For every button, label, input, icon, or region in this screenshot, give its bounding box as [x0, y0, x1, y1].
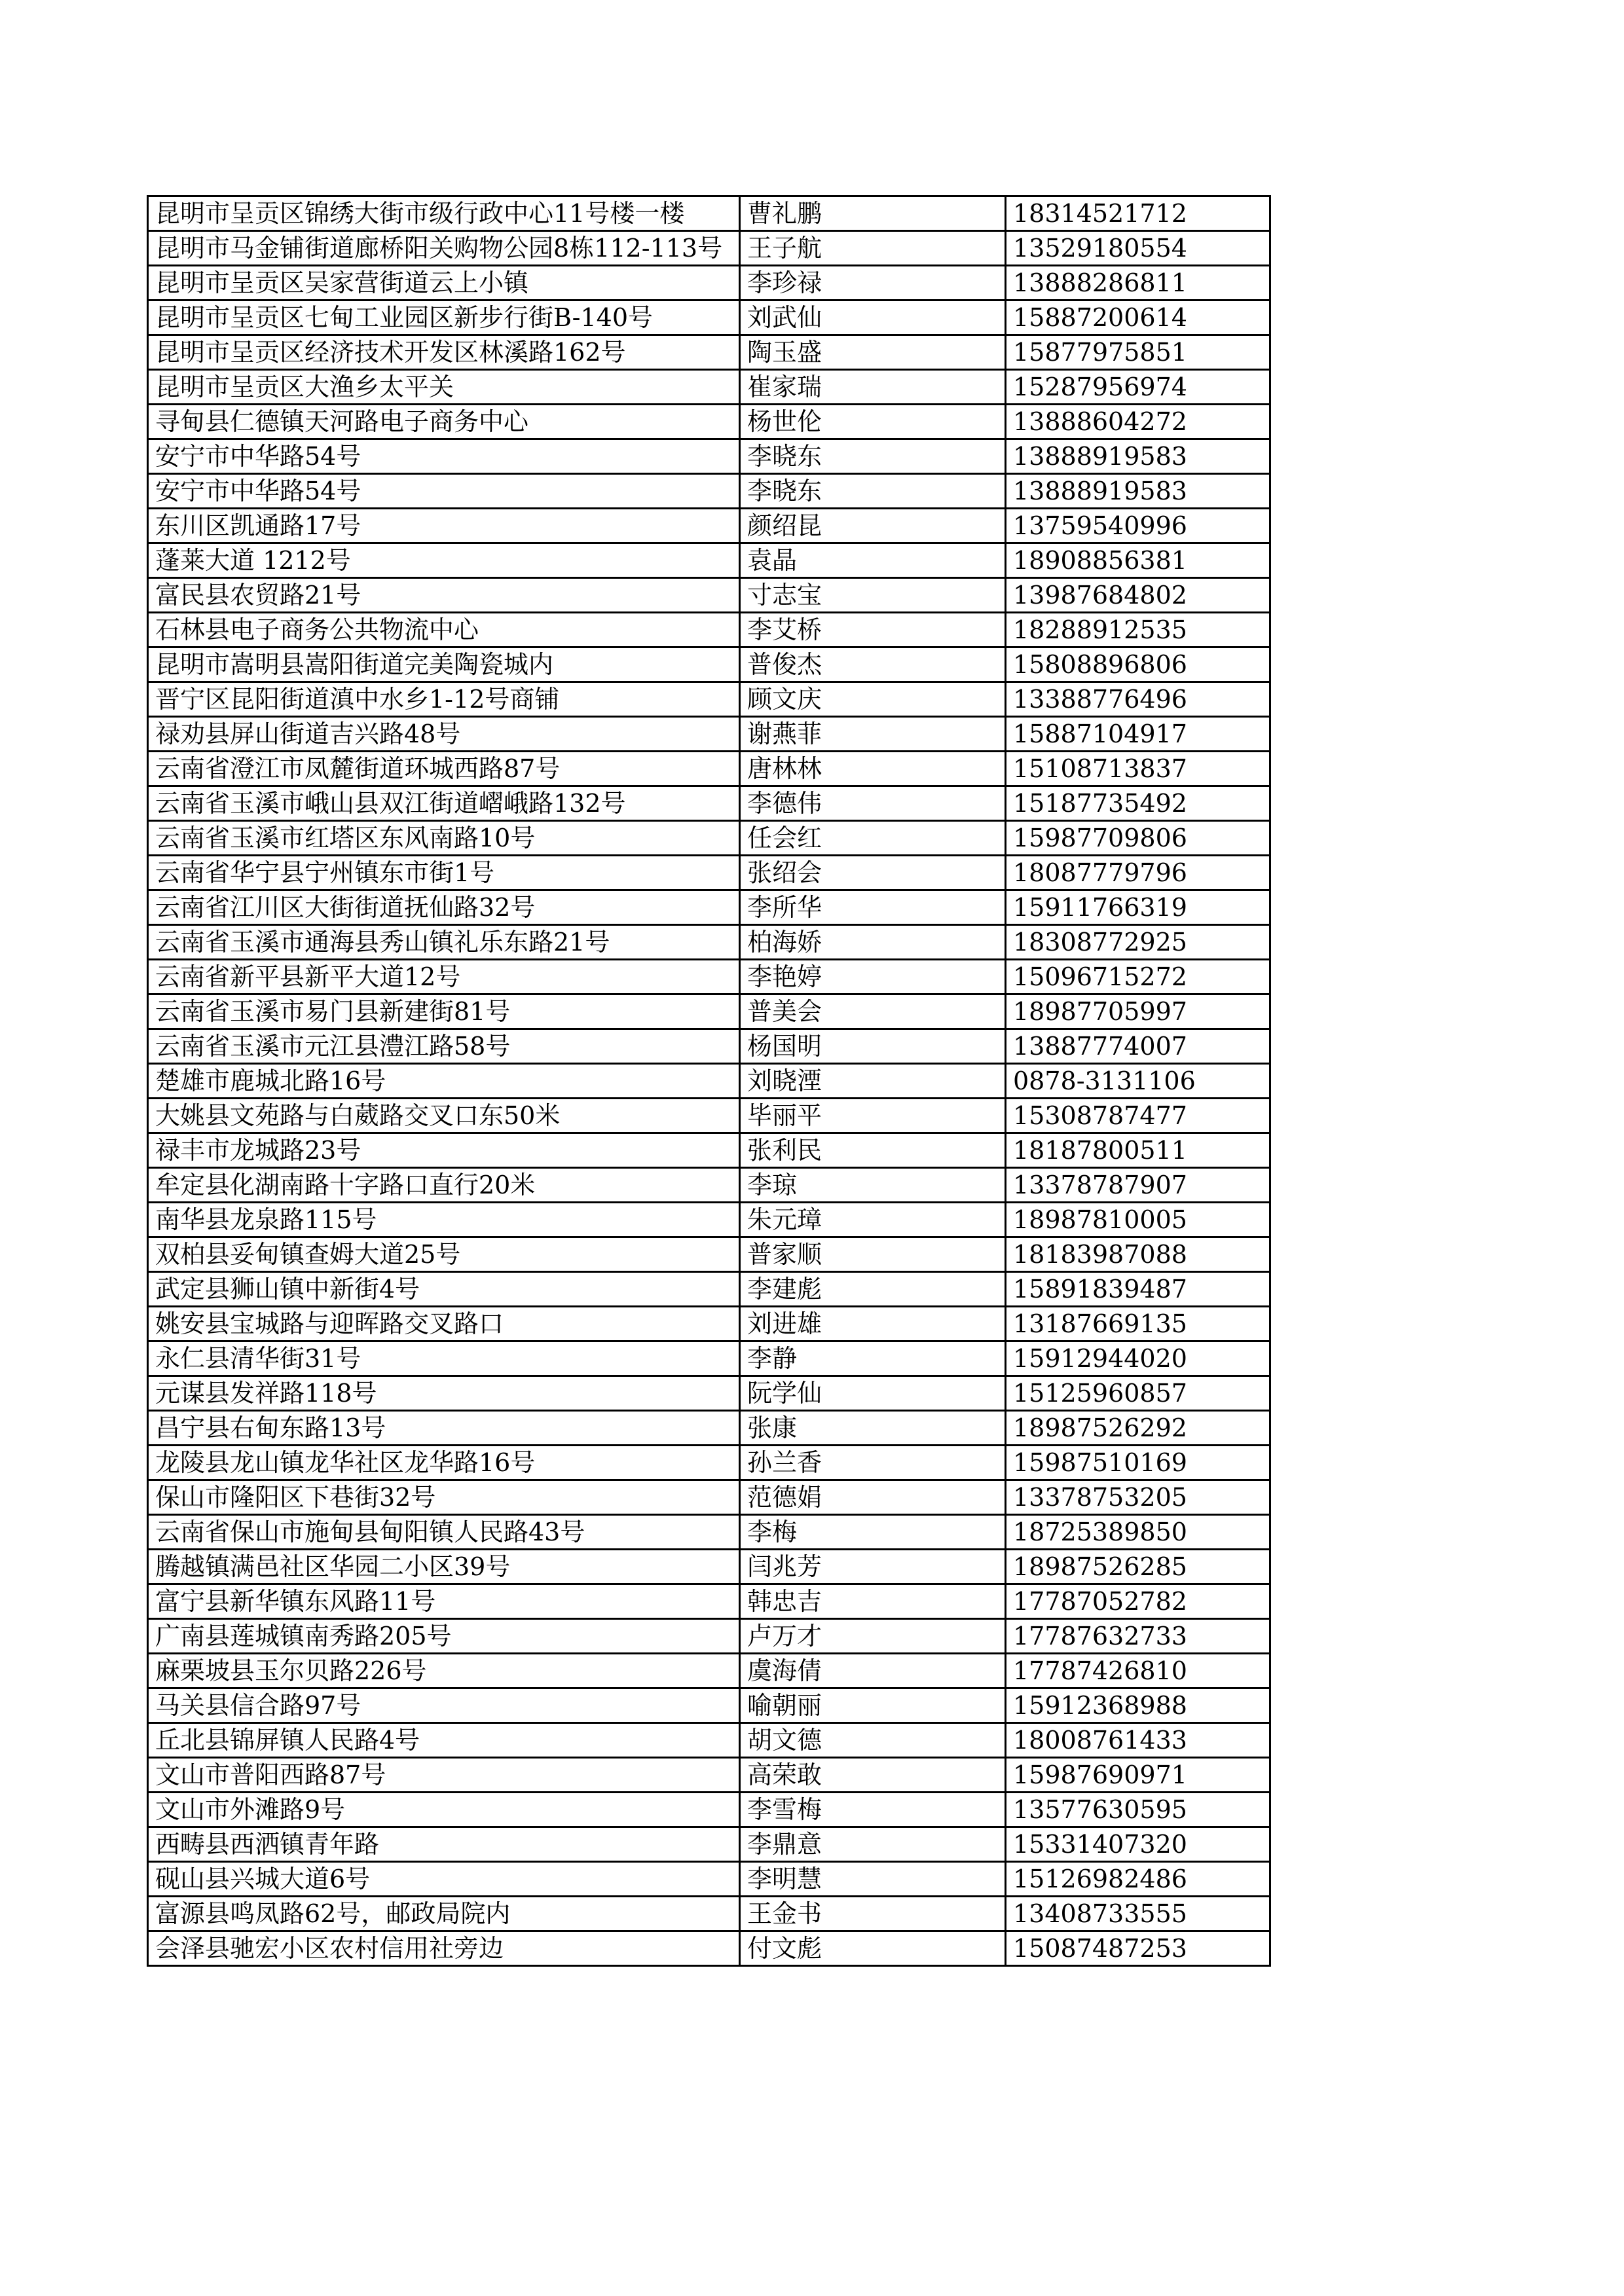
address-cell: 双柏县妥甸镇查姆大道25号 — [148, 1237, 740, 1272]
table-row — [148, 647, 1270, 682]
table-row — [148, 335, 1270, 370]
table-row — [148, 439, 1270, 474]
address-cell: 东川区凯通路17号 — [148, 509, 740, 543]
table-row — [148, 752, 1270, 786]
address-cell: 昌宁县右甸东路13号 — [148, 1411, 740, 1446]
contact-name-cell: 袁晶 — [740, 543, 1006, 578]
table-row — [148, 682, 1270, 717]
phone-cell: 18308772925 — [1006, 925, 1270, 960]
address-table-body — [148, 196, 1270, 1966]
address-cell: 南华县龙泉路115号 — [148, 1203, 740, 1237]
address-cell: 云南省玉溪市峨山县双江街道嶍峨路132号 — [148, 786, 740, 821]
contact-name-cell: 张康 — [740, 1411, 1006, 1446]
phone-cell: 13378753205 — [1006, 1480, 1270, 1515]
table-row — [148, 1411, 1270, 1446]
contact-name-cell: 高荣敢 — [740, 1758, 1006, 1793]
phone-cell: 13529180554 — [1006, 231, 1270, 266]
phone-cell: 18187800511 — [1006, 1133, 1270, 1168]
table-row — [148, 474, 1270, 509]
phone-cell: 15912944020 — [1006, 1341, 1270, 1376]
address-cell: 富源县鸣凤路62号，邮政局院内 — [148, 1897, 740, 1931]
phone-cell: 18987705997 — [1006, 994, 1270, 1029]
table-row — [148, 856, 1270, 890]
table-row — [148, 1168, 1270, 1203]
table-row — [148, 1723, 1270, 1758]
contact-name-cell: 李梅 — [740, 1515, 1006, 1550]
address-cell: 云南省玉溪市通海县秀山镇礼乐东路21号 — [148, 925, 740, 960]
contact-name-cell: 朱元璋 — [740, 1203, 1006, 1237]
contact-name-cell: 李艳婷 — [740, 960, 1006, 994]
phone-cell: 0878-3131106 — [1006, 1064, 1270, 1099]
address-cell: 安宁市中华路54号 — [148, 439, 740, 474]
address-cell: 云南省澄江市凤麓街道环城西路87号 — [148, 752, 740, 786]
contact-name-cell: 李雪梅 — [740, 1793, 1006, 1827]
phone-cell: 13577630595 — [1006, 1793, 1270, 1827]
phone-cell: 18314521712 — [1006, 196, 1270, 231]
phone-cell: 15887200614 — [1006, 301, 1270, 335]
phone-cell: 18908856381 — [1006, 543, 1270, 578]
contact-name-cell: 颜绍昆 — [740, 509, 1006, 543]
address-cell: 蓬莱大道 1212号 — [148, 543, 740, 578]
table-row — [148, 1827, 1270, 1862]
address-cell: 昆明市马金铺街道廊桥阳关购物公园8栋112-113号 — [148, 231, 740, 266]
address-cell: 丘北县锦屏镇人民路4号 — [148, 1723, 740, 1758]
table-row — [148, 1376, 1270, 1411]
contact-name-cell: 陶玉盛 — [740, 335, 1006, 370]
table-row — [148, 1758, 1270, 1793]
table-row — [148, 196, 1270, 231]
table-row — [148, 405, 1270, 439]
table-row — [148, 509, 1270, 543]
address-cell: 昆明市呈贡区大渔乡太平关 — [148, 370, 740, 405]
phone-cell: 15877975851 — [1006, 335, 1270, 370]
address-cell: 富民县农贸路21号 — [148, 578, 740, 613]
address-cell: 昆明市嵩明县嵩阳街道完美陶瓷城内 — [148, 647, 740, 682]
phone-cell: 13987684802 — [1006, 578, 1270, 613]
table-row — [148, 613, 1270, 647]
contact-name-cell: 李鼎意 — [740, 1827, 1006, 1862]
table-row — [148, 1237, 1270, 1272]
table-row — [148, 960, 1270, 994]
table-row — [148, 1099, 1270, 1133]
table-row — [148, 1550, 1270, 1584]
contact-name-cell: 任会红 — [740, 821, 1006, 856]
address-cell: 晋宁区昆阳街道滇中水乡1-12号商铺 — [148, 682, 740, 717]
contact-name-cell: 张利民 — [740, 1133, 1006, 1168]
contact-name-cell: 刘武仙 — [740, 301, 1006, 335]
address-cell: 富宁县新华镇东风路11号 — [148, 1584, 740, 1619]
table-row — [148, 578, 1270, 613]
contact-name-cell: 顾文庆 — [740, 682, 1006, 717]
table-row — [148, 890, 1270, 925]
address-cell: 麻栗坡县玉尔贝路226号 — [148, 1654, 740, 1688]
table-row — [148, 786, 1270, 821]
table-row — [148, 1203, 1270, 1237]
phone-cell: 13888286811 — [1006, 266, 1270, 301]
address-cell: 西畴县西洒镇青年路 — [148, 1827, 740, 1862]
phone-cell: 18288912535 — [1006, 613, 1270, 647]
table-row — [148, 1133, 1270, 1168]
address-cell: 砚山县兴城大道6号 — [148, 1862, 740, 1897]
table-row — [148, 231, 1270, 266]
contact-name-cell: 王子航 — [740, 231, 1006, 266]
contact-name-cell: 普家顺 — [740, 1237, 1006, 1272]
address-cell: 云南省江川区大街街道抚仙路32号 — [148, 890, 740, 925]
phone-cell: 18987810005 — [1006, 1203, 1270, 1237]
table-row — [148, 994, 1270, 1029]
contact-name-cell: 闫兆芳 — [740, 1550, 1006, 1584]
phone-cell: 18987526292 — [1006, 1411, 1270, 1446]
contact-name-cell: 李德伟 — [740, 786, 1006, 821]
address-cell: 云南省玉溪市元江县澧江路58号 — [148, 1029, 740, 1064]
address-cell: 保山市隆阳区下巷街32号 — [148, 1480, 740, 1515]
address-cell: 昆明市呈贡区吴家营街道云上小镇 — [148, 266, 740, 301]
table-row — [148, 821, 1270, 856]
phone-cell: 13888604272 — [1006, 405, 1270, 439]
address-cell: 寻甸县仁德镇天河路电子商务中心 — [148, 405, 740, 439]
phone-cell: 15987709806 — [1006, 821, 1270, 856]
contact-name-cell: 李艾桥 — [740, 613, 1006, 647]
contact-name-cell: 刘晓湮 — [740, 1064, 1006, 1099]
phone-cell: 18725389850 — [1006, 1515, 1270, 1550]
address-cell: 昆明市呈贡区锦绣大街市级行政中心11号楼一楼 — [148, 196, 740, 231]
table-row — [148, 717, 1270, 752]
phone-cell: 15087487253 — [1006, 1931, 1270, 1966]
address-cell: 楚雄市鹿城北路16号 — [148, 1064, 740, 1099]
table-row — [148, 925, 1270, 960]
phone-cell: 18183987088 — [1006, 1237, 1270, 1272]
contact-name-cell: 王金书 — [740, 1897, 1006, 1931]
address-cell: 龙陵县龙山镇龙华社区龙华路16号 — [148, 1446, 740, 1480]
contact-name-cell: 张绍会 — [740, 856, 1006, 890]
table-row — [148, 1515, 1270, 1550]
phone-cell: 15331407320 — [1006, 1827, 1270, 1862]
address-cell: 云南省华宁县宁州镇东市街1号 — [148, 856, 740, 890]
phone-cell: 15987690971 — [1006, 1758, 1270, 1793]
contact-name-cell: 李建彪 — [740, 1272, 1006, 1307]
phone-cell: 15808896806 — [1006, 647, 1270, 682]
contact-name-cell: 付文彪 — [740, 1931, 1006, 1966]
address-table — [147, 195, 1271, 1967]
phone-cell: 15126982486 — [1006, 1862, 1270, 1897]
phone-cell: 15308787477 — [1006, 1099, 1270, 1133]
phone-cell: 15287956974 — [1006, 370, 1270, 405]
phone-cell: 18008761433 — [1006, 1723, 1270, 1758]
address-cell: 武定县狮山镇中新街4号 — [148, 1272, 740, 1307]
contact-name-cell: 韩忠吉 — [740, 1584, 1006, 1619]
phone-cell: 18087779796 — [1006, 856, 1270, 890]
contact-name-cell: 阮学仙 — [740, 1376, 1006, 1411]
address-cell: 大姚县文苑路与白葳路交叉口东50米 — [148, 1099, 740, 1133]
phone-cell: 15911766319 — [1006, 890, 1270, 925]
address-cell: 安宁市中华路54号 — [148, 474, 740, 509]
phone-cell: 15125960857 — [1006, 1376, 1270, 1411]
address-cell: 永仁县清华街31号 — [148, 1341, 740, 1376]
address-cell: 云南省保山市施甸县甸阳镇人民路43号 — [148, 1515, 740, 1550]
table-row — [148, 1480, 1270, 1515]
contact-name-cell: 崔家瑞 — [740, 370, 1006, 405]
address-cell: 文山市外滩路9号 — [148, 1793, 740, 1827]
phone-cell: 13388776496 — [1006, 682, 1270, 717]
contact-name-cell: 唐林林 — [740, 752, 1006, 786]
address-cell: 禄劝县屏山街道吉兴路48号 — [148, 717, 740, 752]
address-cell: 昆明市呈贡区经济技术开发区林溪路162号 — [148, 335, 740, 370]
contact-name-cell: 毕丽平 — [740, 1099, 1006, 1133]
phone-cell: 15096715272 — [1006, 960, 1270, 994]
table-row — [148, 1897, 1270, 1931]
address-cell: 禄丰市龙城路23号 — [148, 1133, 740, 1168]
table-row — [148, 1931, 1270, 1966]
phone-cell: 13759540996 — [1006, 509, 1270, 543]
table-row — [148, 1584, 1270, 1619]
address-cell: 石林县电子商务公共物流中心 — [148, 613, 740, 647]
table-row — [148, 1793, 1270, 1827]
phone-cell: 18987526285 — [1006, 1550, 1270, 1584]
phone-cell: 15891839487 — [1006, 1272, 1270, 1307]
address-cell: 腾越镇满邑社区华园二小区39号 — [148, 1550, 740, 1584]
phone-cell: 13408733555 — [1006, 1897, 1270, 1931]
phone-cell: 13378787907 — [1006, 1168, 1270, 1203]
contact-name-cell: 胡文德 — [740, 1723, 1006, 1758]
phone-cell: 17787052782 — [1006, 1584, 1270, 1619]
table-row — [148, 1654, 1270, 1688]
table-row — [148, 301, 1270, 335]
phone-cell: 13888919583 — [1006, 474, 1270, 509]
address-cell: 云南省新平县新平大道12号 — [148, 960, 740, 994]
address-cell: 广南县莲城镇南秀路205号 — [148, 1619, 740, 1654]
address-cell: 牟定县化湖南路十字路口直行20米 — [148, 1168, 740, 1203]
contact-name-cell: 李所华 — [740, 890, 1006, 925]
contact-name-cell: 李静 — [740, 1341, 1006, 1376]
contact-name-cell: 曹礼鹏 — [740, 196, 1006, 231]
address-cell: 云南省玉溪市易门县新建街81号 — [148, 994, 740, 1029]
phone-cell: 15187735492 — [1006, 786, 1270, 821]
contact-name-cell: 寸志宝 — [740, 578, 1006, 613]
phone-cell: 13888919583 — [1006, 439, 1270, 474]
table-row — [148, 1029, 1270, 1064]
phone-cell: 17787426810 — [1006, 1654, 1270, 1688]
table-row — [148, 1064, 1270, 1099]
phone-cell: 15912368988 — [1006, 1688, 1270, 1723]
contact-name-cell: 范德娟 — [740, 1480, 1006, 1515]
address-cell: 云南省玉溪市红塔区东风南路10号 — [148, 821, 740, 856]
address-cell: 姚安县宝城路与迎晖路交叉路口 — [148, 1307, 740, 1341]
contact-name-cell: 刘进雄 — [740, 1307, 1006, 1341]
address-cell: 会泽县驰宏小区农村信用社旁边 — [148, 1931, 740, 1966]
contact-name-cell: 卢万才 — [740, 1619, 1006, 1654]
contact-name-cell: 普美会 — [740, 994, 1006, 1029]
address-cell: 昆明市呈贡区七甸工业园区新步行街B-140号 — [148, 301, 740, 335]
contact-name-cell: 杨世伦 — [740, 405, 1006, 439]
contact-name-cell: 孙兰香 — [740, 1446, 1006, 1480]
table-row — [148, 543, 1270, 578]
contact-name-cell: 李琼 — [740, 1168, 1006, 1203]
phone-cell: 15887104917 — [1006, 717, 1270, 752]
table-row — [148, 1307, 1270, 1341]
contact-name-cell: 李晓东 — [740, 439, 1006, 474]
contact-name-cell: 虞海倩 — [740, 1654, 1006, 1688]
contact-name-cell: 李明慧 — [740, 1862, 1006, 1897]
phone-cell: 15987510169 — [1006, 1446, 1270, 1480]
phone-cell: 13187669135 — [1006, 1307, 1270, 1341]
contact-name-cell: 李晓东 — [740, 474, 1006, 509]
phone-cell: 15108713837 — [1006, 752, 1270, 786]
contact-name-cell: 普俊杰 — [740, 647, 1006, 682]
phone-cell: 13887774007 — [1006, 1029, 1270, 1064]
contact-name-cell: 喻朝丽 — [740, 1688, 1006, 1723]
contact-name-cell: 李珍禄 — [740, 266, 1006, 301]
address-cell: 马关县信合路97号 — [148, 1688, 740, 1723]
table-row — [148, 370, 1270, 405]
table-row — [148, 1341, 1270, 1376]
contact-name-cell: 柏海娇 — [740, 925, 1006, 960]
table-row — [148, 1688, 1270, 1723]
address-cell: 文山市普阳西路87号 — [148, 1758, 740, 1793]
table-row — [148, 1272, 1270, 1307]
table-row — [148, 1446, 1270, 1480]
address-cell: 元谋县发祥路118号 — [148, 1376, 740, 1411]
contact-name-cell: 杨国明 — [740, 1029, 1006, 1064]
table-row — [148, 1619, 1270, 1654]
table-row — [148, 1862, 1270, 1897]
contact-name-cell: 谢燕菲 — [740, 717, 1006, 752]
table-row — [148, 266, 1270, 301]
phone-cell: 17787632733 — [1006, 1619, 1270, 1654]
